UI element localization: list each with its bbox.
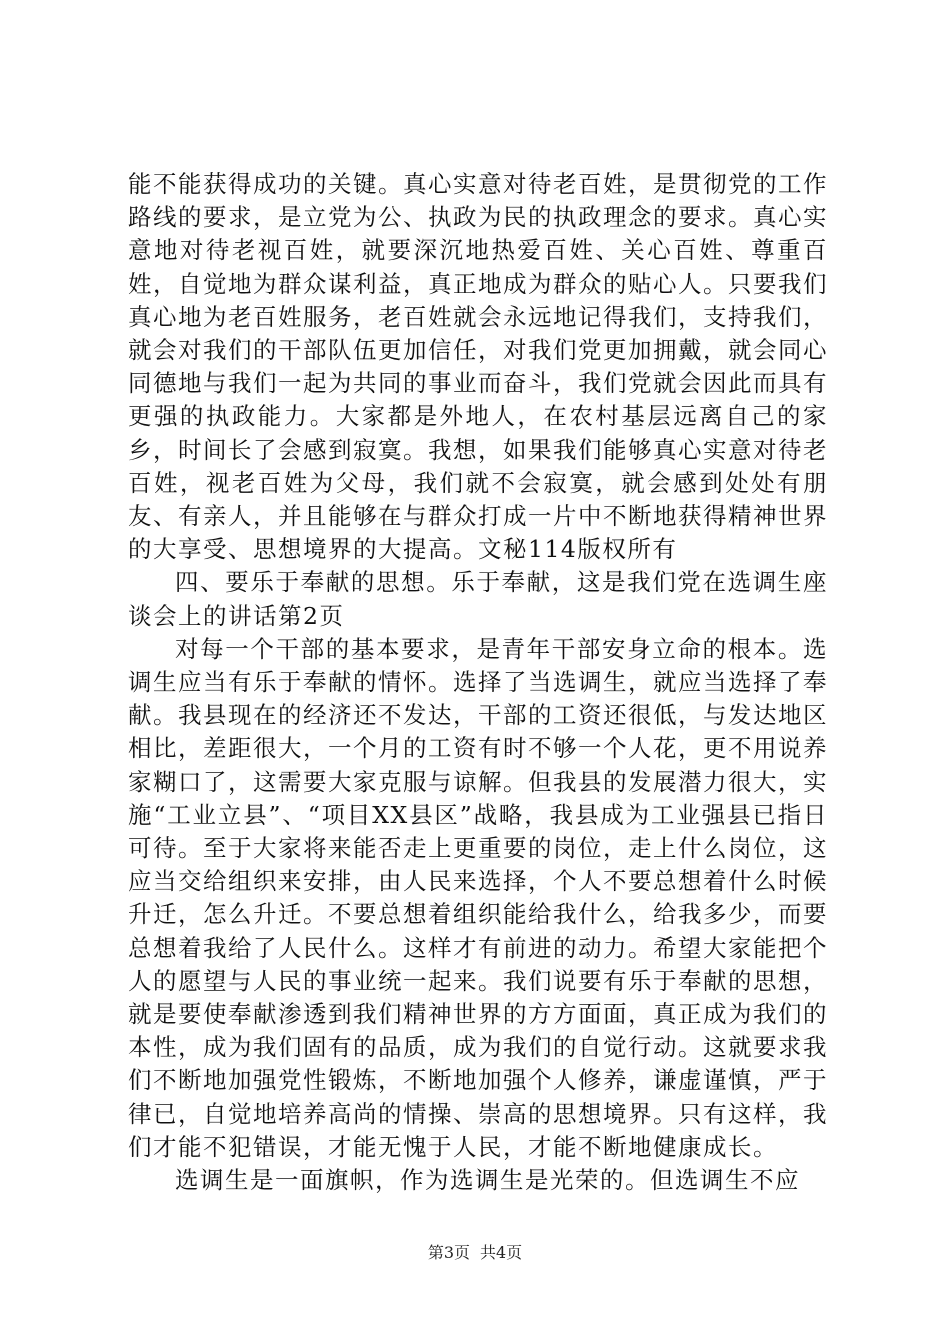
document-body <box>128 168 828 1197</box>
paragraph-4: 选调生是一面旗帜，作为选调生是光荣的。但选调生不应 <box>175 1166 800 1195</box>
paragraph-3: 对每一个干部的基本要求，是青年干部安身立命的根本。选调生应当有乐于奉献的情怀。选择了当选调生，就应当选择了奉献。我县现在的经济还不发达，干部的工资还很低，与发达地区相比，差距很大，一个月的工资有时不够一个人花，更不用说养家糊口了，这需要大家克服与谅解。但我县的发展潜力很大，实施“工业立县”、“项目XX县区”战略，我县成为工业强县已指日可待。至于大家将来能否走上更重要的岗位，走上什么岗位，这应当交给组织来安排，由人民来选择，个人不要总想着什么时候升迁，怎么升迁。不要总想着组织能给我什么，给我多少，而要总想着我给了人民什么。这样才有前进的动力。希望大家能把个人的愿望与人民的事业统一起来。我们说要有乐于奉献的思想，就是要使奉献渗透到我们精神世界的方方面面，真正成为我们的本性，成为我们固有的品质，成为我们的自觉行动。这就要求我们不断地加强党性锻炼，不断地加强个人修养，谦虚谨慎，严于律已，自觉地培养高尚的情操、崇高的思想境界。只有这样，我们才能不犯错误，才能无愧于人民，才能不断地健康成长。 <box>128 634 828 1161</box>
page-footer <box>0 1242 950 1264</box>
paragraph-1: 能不能获得成功的关键。真心实意对待老百姓，是贯彻党的工作路线的要求，是立党为公、执政为民的执政理念的要求。真心实意地对待老视百姓，就要深沉地热爱百姓、关心百姓、尊重百姓，自觉地为群众谋利益，真正地成为群众的贴心人。只要我们真心地为老百姓服务，老百姓就会永远地记得我们，支持我们，就会对我们的干部队伍更加信任，对我们党更加拥戴，就会同心同德地与我们一起为共同的事业而奋斗，我们党就会因此而具有更强的执政能力。大家都是外地人，在农村基层远离自己的家乡，时间长了会感到寂寞。我想，如果我们能够真心实意对待老百姓，视老百姓为父母，我们就不会寂寞，就会感到处处有朋友、有亲人，并且能够在与群众打成一片中不断地获得精神世界的大享受、思想境界的大提高。文秘114版权所有 <box>128 170 828 564</box>
page-total: 共4页 <box>480 1243 523 1262</box>
page-number: 第3页 <box>427 1243 470 1262</box>
paragraph-2: 四、要乐于奉献的思想。乐于奉献，这是我们党在选调生座谈会上的讲话第2页 <box>128 568 828 630</box>
